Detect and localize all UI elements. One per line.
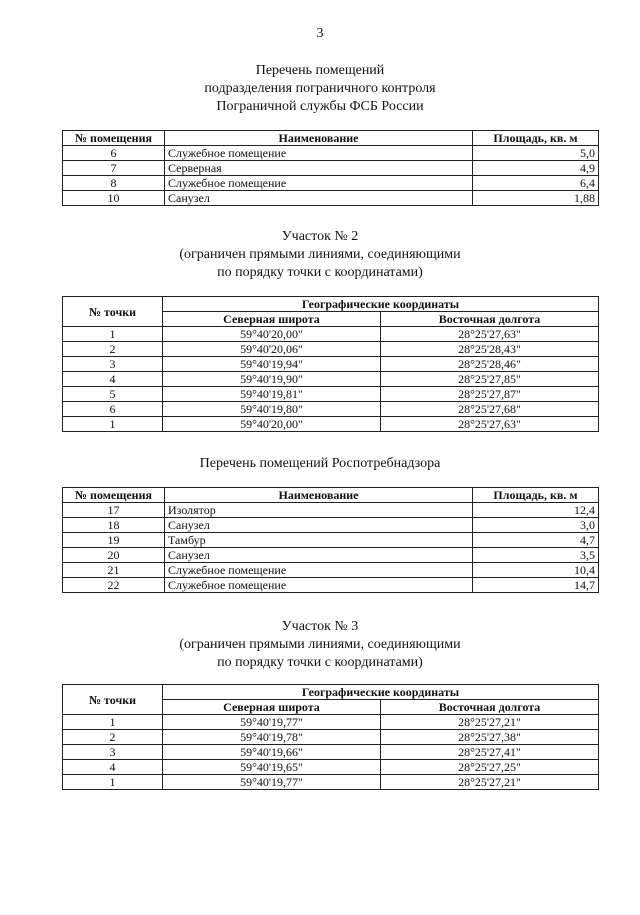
table-header-row	[63, 685, 599, 700]
longitude: 28°25'27,68"	[381, 402, 599, 417]
room-area: 4,9	[473, 161, 599, 176]
point-number: 3	[63, 745, 163, 760]
table-row	[63, 327, 599, 342]
table-row	[63, 548, 599, 563]
room-number: 7	[63, 161, 165, 176]
latitude: 59°40'19,77"	[163, 715, 381, 730]
col-header-latitude: Северная широта	[163, 312, 381, 327]
room-number: 17	[63, 503, 165, 518]
col-header-point: № точки	[63, 685, 163, 715]
room-name: Служебное помещение	[165, 563, 473, 578]
table-header-row	[63, 488, 599, 503]
longitude: 28°25'27,63"	[381, 327, 599, 342]
title-line: Пограничной службы ФСБ России	[216, 99, 424, 114]
room-number: 10	[63, 191, 165, 206]
room-name: Серверная	[165, 161, 473, 176]
title-line: Перечень помещений	[255, 63, 385, 78]
room-area: 4,7	[473, 533, 599, 548]
longitude: 28°25'28,43"	[381, 342, 599, 357]
room-name: Служебное помещение	[165, 146, 473, 161]
latitude: 59°40'20,00"	[163, 327, 381, 342]
section3-title	[0, 455, 640, 473]
table-header-row	[63, 131, 599, 146]
col-header-room-number: № помещения	[63, 488, 165, 503]
point-number: 2	[63, 342, 163, 357]
border-control-rooms-table	[62, 130, 599, 206]
room-area: 3,0	[473, 518, 599, 533]
longitude: 28°25'27,21"	[381, 715, 599, 730]
title-line: подразделения пограничного контроля	[204, 81, 436, 96]
title-line: по порядку точки с координатами)	[217, 265, 423, 280]
point-number: 1	[63, 715, 163, 730]
table-row	[63, 161, 599, 176]
col-header-coordinates: Географические координаты	[163, 297, 599, 312]
longitude: 28°25'27,25"	[381, 760, 599, 775]
table-row	[63, 342, 599, 357]
room-number: 6	[63, 146, 165, 161]
table-row	[63, 775, 599, 790]
table-row	[63, 402, 599, 417]
col-header-name: Наименование	[165, 131, 473, 146]
room-area: 10,4	[473, 563, 599, 578]
latitude: 59°40'19,81"	[163, 387, 381, 402]
table-row	[63, 146, 599, 161]
latitude: 59°40'20,00"	[163, 417, 381, 432]
room-number: 19	[63, 533, 165, 548]
longitude: 28°25'27,85"	[381, 372, 599, 387]
room-number: 20	[63, 548, 165, 563]
room-area: 6,4	[473, 176, 599, 191]
longitude: 28°25'27,87"	[381, 387, 599, 402]
room-area: 14,7	[473, 578, 599, 593]
room-number: 22	[63, 578, 165, 593]
point-number: 2	[63, 730, 163, 745]
table-header-row	[63, 297, 599, 312]
longitude: 28°25'27,63"	[381, 417, 599, 432]
room-name: Служебное помещение	[165, 578, 473, 593]
table-row	[63, 563, 599, 578]
page-number: 3	[316, 26, 324, 41]
section1-title	[0, 62, 640, 116]
point-number: 3	[63, 357, 163, 372]
room-name: Санузел	[165, 191, 473, 206]
title-line: Участок № 2	[281, 229, 359, 244]
table-row	[63, 730, 599, 745]
title-line: Участок № 3	[281, 619, 359, 634]
table-row	[63, 760, 599, 775]
col-header-area: Площадь, кв. м	[473, 488, 599, 503]
table-row	[63, 503, 599, 518]
point-number: 5	[63, 387, 163, 402]
latitude: 59°40'19,77"	[163, 775, 381, 790]
latitude: 59°40'19,90"	[163, 372, 381, 387]
table-row	[63, 518, 599, 533]
title-line: (ограничен прямыми линиями, соединяющими	[179, 247, 461, 262]
rospotrebnadzor-rooms-table	[62, 487, 599, 593]
room-area: 12,4	[473, 503, 599, 518]
table-row	[63, 191, 599, 206]
latitude: 59°40'19,80"	[163, 402, 381, 417]
col-header-latitude: Северная широта	[163, 700, 381, 715]
latitude: 59°40'19,65"	[163, 760, 381, 775]
title-line: Перечень помещений Роспотребнадзора	[199, 456, 441, 471]
table-row	[63, 387, 599, 402]
latitude: 59°40'19,94"	[163, 357, 381, 372]
point-number: 1	[63, 775, 163, 790]
section4-title	[0, 618, 640, 672]
room-name: Служебное помещение	[165, 176, 473, 191]
room-name: Изолятор	[165, 503, 473, 518]
longitude: 28°25'27,38"	[381, 730, 599, 745]
col-header-area: Площадь, кв. м	[473, 131, 599, 146]
site2-coordinates-table	[62, 296, 599, 432]
table-row	[63, 357, 599, 372]
table-row	[63, 578, 599, 593]
room-name: Санузел	[165, 548, 473, 563]
table-row	[63, 533, 599, 548]
room-number: 21	[63, 563, 165, 578]
table-row	[63, 745, 599, 760]
title-line: по порядку точки с координатами)	[217, 655, 423, 670]
longitude: 28°25'27,21"	[381, 775, 599, 790]
longitude: 28°25'27,41"	[381, 745, 599, 760]
point-number: 6	[63, 402, 163, 417]
section2-title	[0, 228, 640, 282]
latitude: 59°40'19,66"	[163, 745, 381, 760]
latitude: 59°40'19,78"	[163, 730, 381, 745]
point-number: 1	[63, 327, 163, 342]
longitude: 28°25'28,46"	[381, 357, 599, 372]
room-name: Тамбур	[165, 533, 473, 548]
point-number: 4	[63, 760, 163, 775]
table-row	[63, 715, 599, 730]
room-area: 3,5	[473, 548, 599, 563]
latitude: 59°40'20,06"	[163, 342, 381, 357]
room-area: 1,88	[473, 191, 599, 206]
point-number: 1	[63, 417, 163, 432]
room-number: 8	[63, 176, 165, 191]
table-row	[63, 372, 599, 387]
col-header-room-number: № помещения	[63, 131, 165, 146]
room-name: Санузел	[165, 518, 473, 533]
point-number: 4	[63, 372, 163, 387]
table-row	[63, 417, 599, 432]
room-area: 5,0	[473, 146, 599, 161]
col-header-longitude: Восточная долгота	[381, 700, 599, 715]
col-header-coordinates: Географические координаты	[163, 685, 599, 700]
site3-coordinates-table	[62, 684, 599, 790]
table-row	[63, 176, 599, 191]
col-header-name: Наименование	[165, 488, 473, 503]
col-header-longitude: Восточная долгота	[381, 312, 599, 327]
room-number: 18	[63, 518, 165, 533]
title-line: (ограничен прямыми линиями, соединяющими	[179, 637, 461, 652]
col-header-point: № точки	[63, 297, 163, 327]
